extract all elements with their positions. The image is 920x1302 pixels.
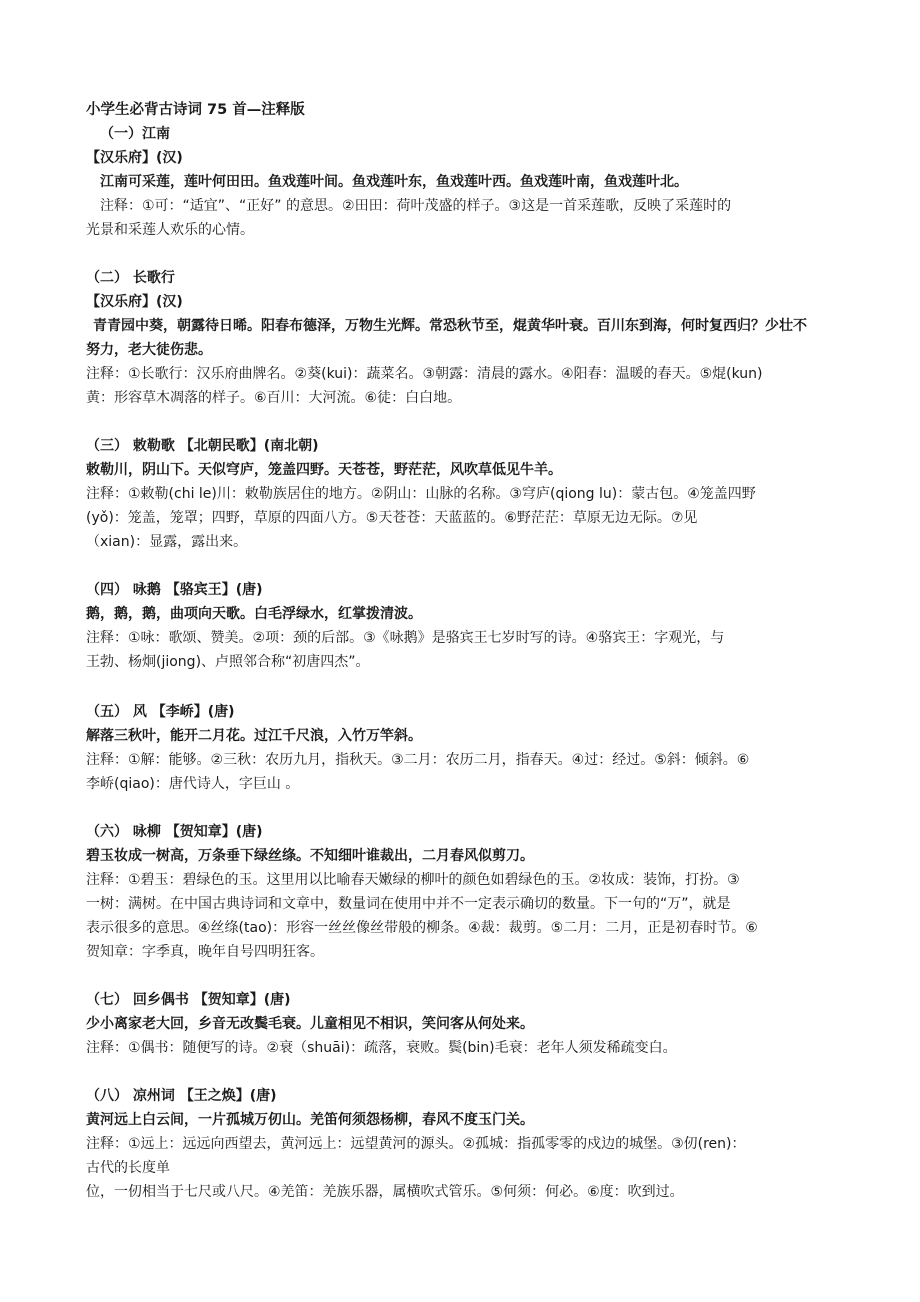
poem-section-5 [86,700,838,796]
poem-source: 【汉乐府】(汉) [86,294,183,310]
poem-text-line: 努力，老大徒伤悲。 [86,342,212,358]
poem-note-line: 注释：①偶书：随便写的诗。②衰（shuāi)：疏落，衰败。鬓(bin)毛衰：老年人须发稀疏变白。 [86,1040,677,1056]
poem-note-line: 贺知章：字季真，晚年自号四明狂客。 [86,944,324,960]
poem-heading: （二） 长歌行 [86,270,175,286]
poem-section-6 [86,820,838,964]
poem-heading: （四） 咏鹅 【骆宾王】(唐) [86,582,263,598]
poem-section-3 [86,434,838,554]
poem-note-line: 李峤(qiao)：唐代诗人，字巨山 。 [86,776,300,792]
poem-note-line: 光景和采莲人欢乐的心情。 [86,222,254,238]
document-title: 小学生必背古诗词 75 首—注释版 [86,102,305,118]
poem-note-line: 注释：①敕勒(chi le)川：敕勒族居住的地方。②阴山：山脉的名称。③穹庐(qiong lu)：蒙古包。④笼盖四野 [86,486,756,502]
poem-note-line: 位，一仞相当于七尺或八尺。④羌笛：羌族乐器，属横吹式管乐。⑤何须：何必。⑥度：吹到过。 [86,1184,684,1200]
poem-section-4 [86,578,838,674]
poem-section-7 [86,988,838,1060]
poem-note-line: 一树：满树。在中国古典诗词和文章中，数量词在使用中并不一定表示确切的数量。下一句的“万”，就是 [86,896,731,912]
poem-heading: （六） 咏柳 【贺知章】(唐) [86,824,263,840]
poem-heading: （一）江南 [100,126,170,142]
poem-note-line: 注释：①咏：歌颂、赞美。②项：颈的后部。③《咏鹅》是骆宾王七岁时写的诗。④骆宾王：字观光，与 [86,630,725,646]
poem-heading: （三） 敕勒歌 【北朝民歌】(南北朝) [86,438,319,454]
poem-source: 【汉乐府】(汉) [86,150,183,166]
poem-section-8 [86,1084,838,1204]
poem-heading: （五） 风 【李峤】(唐) [86,704,235,720]
poem-note-line: 表示很多的意思。④丝绦(tao)：形容一丝丝像丝带般的柳条。④裁：裁剪。⑤二月：二月，正是初春时节。⑥ [86,920,758,936]
poem-note-line: (yǒ)：笼盖，笼罩；四野，草原的四面八方。⑤天苍苍：天蓝蓝的。⑥野茫茫：草原无边无际。⑦见 [86,510,698,526]
poem-note-line: 古代的长度单 [86,1160,170,1176]
poem-note-line: （xian)：显露，露出来。 [86,534,248,550]
poem-section-1 [86,122,838,242]
poem-text: 解落三秋叶，能开二月花。过江千尺浪，入竹万竿斜。 [86,728,422,744]
poem-note-line: 注释：①长歌行：汉乐府曲牌名。②葵(kui)：蔬菜名。③朝露：清晨的露水。④阳春：温暖的春天。⑤焜(kun) [86,366,763,382]
poem-heading: （七） 回乡偶书 【贺知章】(唐) [86,992,291,1008]
poem-text: 江南可采莲，莲叶何田田。鱼戏莲叶间。鱼戏莲叶东，鱼戏莲叶西。鱼戏莲叶南，鱼戏莲叶北。 [100,174,688,190]
poem-note-line: 注释：①碧玉：碧绿色的玉。这里用以比喻春天嫩绿的柳叶的颜色如碧绿色的玉。②妆成：装饰，打扮。③ [86,872,740,888]
poem-text-line: 青青园中葵，朝露待日晞。阳春布德泽，万物生光辉。常恐秋节至，焜黄华叶衰。百川东到海，何时复西归？少壮不 [93,318,807,334]
poem-text: 敕勒川，阴山下。天似穹庐，笼盖四野。天苍苍，野茫茫，风吹草低见牛羊。 [86,462,562,478]
poem-note-line: 注释：①解：能够。②三秋：农历九月，指秋天。③二月：农历二月，指春天。④过：经过。⑤斜：倾斜。⑥ [86,752,750,768]
poem-note-line: 黄：形容草木凋落的样子。⑥百川：大河流。⑥徒：白白地。 [86,390,462,406]
poem-text: 鹅，鹅，鹅，曲项向天歌。白毛浮绿水，红掌拨清波。 [86,606,422,622]
poem-note-line: 王勃、杨炯(jiong)、卢照邻合称“初唐四杰”。 [86,654,370,670]
poem-text: 少小离家老大回，乡音无改鬓毛衰。儿童相见不相识，笑问客从何处来。 [86,1016,534,1032]
poem-note-line: 注释：①远上：远远向西望去，黄河远上：远望黄河的源头。②孤城：指孤零零的戍边的城堡。③仞(ren)： [86,1136,746,1152]
poem-note-line: 注释：①可：“适宜”、“正好” 的意思。②田田：荷叶茂盛的样子。③这是一首采莲歌，反映了采莲时的 [100,198,732,214]
poem-text: 碧玉妆成一树高，万条垂下绿丝绦。不知细叶谁裁出，二月春风似剪刀。 [86,848,534,864]
poem-text: 黄河远上白云间，一片孤城万仞山。羌笛何须怨杨柳，春风不度玉门关。 [86,1112,534,1128]
poem-section-2 [86,266,838,410]
poem-heading: （八） 凉州词 【王之焕】(唐) [86,1088,277,1104]
